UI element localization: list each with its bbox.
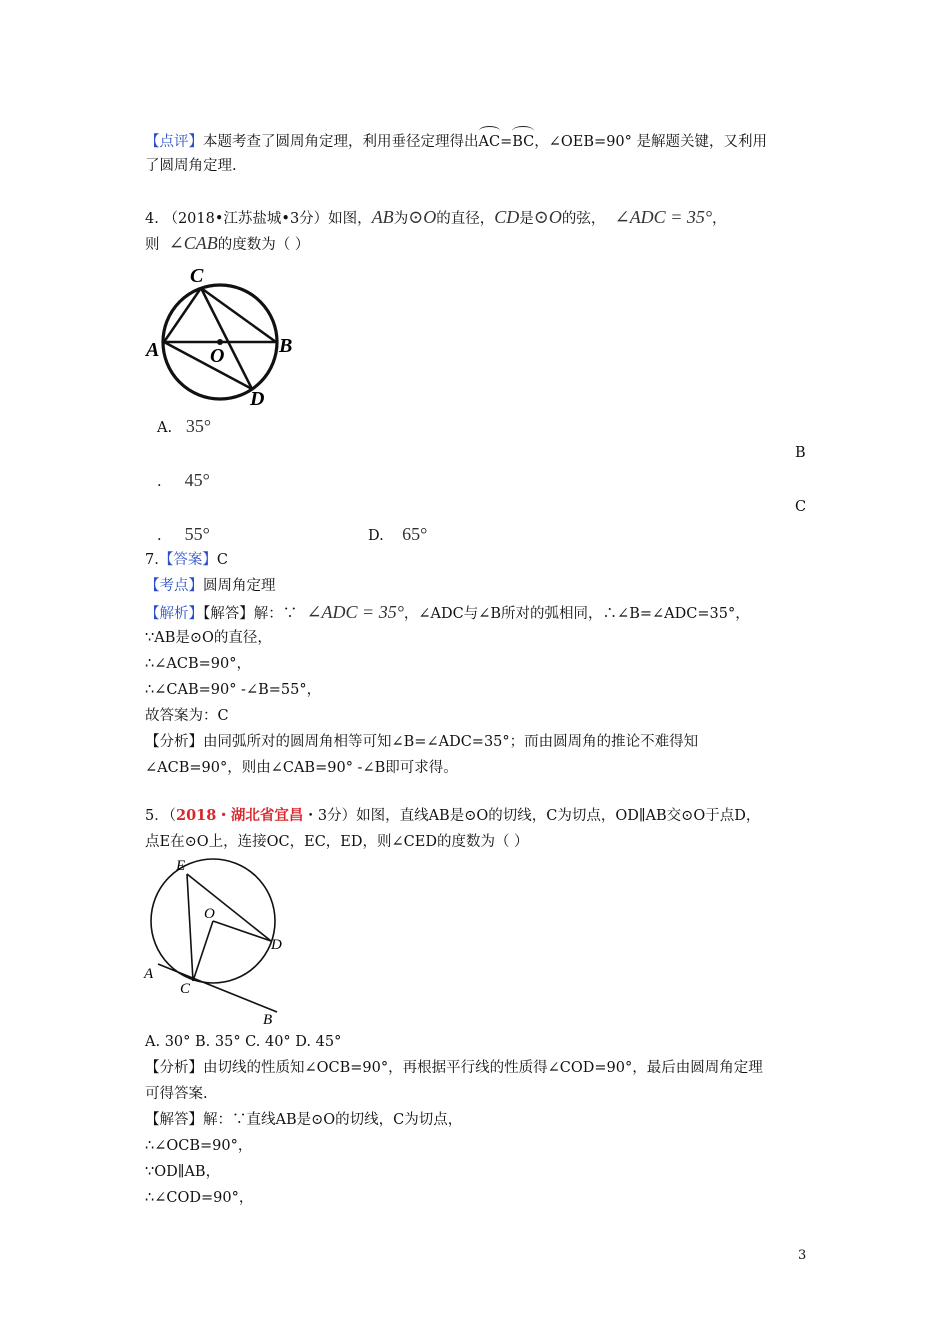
q5-solution-4: ∴∠COD=90°，: [145, 1190, 254, 1206]
q5-segment-oc: [193, 921, 213, 981]
q5-source: 2018・湖北省宜昌: [175, 807, 304, 824]
q4-math-ab: AB: [371, 207, 394, 227]
q4-option-b-value: 45°: [184, 470, 210, 490]
q4-circle-figure: [140, 262, 310, 412]
q5-stem-line-1: [145, 806, 760, 826]
q5-analysis-1: 【分析】由切线的性质知∠OCB=90°，再根据平行线的性质得∠COD=90°，最后由圆周角定理: [145, 1060, 763, 1076]
arc-equals: =: [500, 134, 513, 150]
q4-analysis-2: ∠ACB=90°，则由∠CAB=90° -∠B即可求得。: [145, 760, 458, 776]
q5-label-c: C: [180, 981, 191, 997]
q4-math-circle-1: ⊙O: [408, 207, 437, 227]
q4-stem-prefix: 4. （2018•江苏盐城•3分）如图，: [145, 211, 372, 227]
q4-text-wei: 为: [393, 211, 409, 227]
q5-solution-2: ∴∠OCB=90°，: [145, 1138, 253, 1154]
q4-option-c-dot: .: [157, 528, 162, 544]
q4-text-shi: 是: [519, 211, 534, 227]
q5-tangent-figure: [140, 852, 305, 1030]
q4-math-circle-2: ⊙O: [533, 207, 562, 227]
q5-label-o: O: [204, 906, 215, 922]
q4-option-c-value: 55°: [184, 524, 210, 544]
q4-stem-line-1: [145, 207, 727, 229]
q4-kaodian-value: 圆周角定理: [203, 578, 276, 594]
q4-kaodian-line: [145, 576, 276, 596]
arc-ac: AC: [479, 126, 501, 152]
q4-jiexi-prefix: 【解答】解：∵: [203, 606, 298, 622]
q5-stem-rest: ・3分）如图，直线AB是⊙O的切线，C为切点，OD∥AB交⊙O于点D，: [303, 808, 761, 824]
q4-step-3: ∴∠CAB=90° -∠B=55°，: [145, 682, 322, 698]
q5-label-d: D: [271, 937, 282, 953]
q4-option-c: [157, 524, 210, 546]
q4-kaodian-tag: 【考点】: [145, 578, 203, 594]
q4-text-comma: ，: [712, 211, 727, 227]
q4-line2-prefix: 则: [145, 237, 160, 253]
q4-option-a: [157, 416, 211, 438]
q4-option-d-value: 65°: [402, 524, 428, 544]
q5-analysis-2: 可得答案.: [145, 1086, 208, 1102]
q4-jiexi-tag: 【解析】: [145, 606, 203, 622]
review-line-2: 了圆周角定理.: [145, 158, 237, 174]
q4-answer-prefix: 7.: [145, 552, 159, 568]
q5-tangent-line-ab: [158, 964, 277, 1012]
q4-option-d-label: D.: [368, 528, 384, 544]
q4-stem-line-2: [145, 233, 309, 255]
q5-label-a: A: [144, 966, 154, 982]
q4-step-2: ∴∠ACB=90°，: [145, 656, 251, 672]
q4-answer-tag: 【答案】: [158, 552, 217, 568]
q4-math-adc: ∠ADC = 35°: [614, 207, 713, 227]
q4-label-o: O: [210, 345, 225, 367]
q4-label-d: D: [250, 388, 265, 410]
q4-answer-value: C: [216, 552, 228, 568]
q5-label-b: B: [263, 1012, 273, 1028]
q4-option-b-dot: .: [157, 474, 162, 490]
q4-segment-cd: [201, 288, 252, 389]
arc-bc: BC: [512, 126, 534, 152]
q4-step-1: ∵AB是⊙O的直径，: [145, 630, 272, 646]
q4-jiexi-math: ∠ADC = 35°: [306, 602, 404, 622]
q5-solution-1: 【解答】解：∵直线AB是⊙O的切线，C为切点，: [145, 1112, 463, 1128]
q4-option-b: [157, 470, 210, 492]
review-line-1: [145, 126, 767, 152]
q5-solution-3: ∵OD∥AB，: [145, 1164, 221, 1180]
q4-segment-cb: [201, 288, 276, 342]
q4-text-diameter: 的直径，: [436, 211, 495, 227]
q4-analysis-1: 【分析】由同弧所对的圆周角相等可知∠B=∠ADC=35°；而由圆周角的推论不难得知: [145, 734, 699, 750]
q4-answer-line: [145, 550, 228, 570]
q5-segment-ec: [187, 874, 193, 981]
review-text-b: ，∠OEB=90° 是解题关键，又利用: [534, 134, 768, 150]
q4-line2-suffix: 的度数为（ ）: [217, 237, 310, 253]
q4-math-cab: ∠CAB: [168, 233, 218, 253]
q4-label-c: C: [190, 265, 204, 287]
q5-segment-od: [213, 921, 271, 941]
q5-label-e: E: [176, 858, 186, 874]
q4-math-cd: CD: [494, 207, 520, 227]
q4-step-4: 故答案为：C: [145, 708, 229, 724]
page-number: 3: [798, 1248, 807, 1263]
q4-jiexi-line: [145, 602, 750, 624]
q5-options: A. 30° B. 35° C. 40° D. 45°: [145, 1034, 342, 1050]
q4-option-d: [368, 524, 427, 546]
q5-number: 5．（: [145, 808, 176, 824]
review-text-a: 本题考查了圆周角定理，利用垂径定理得出: [203, 134, 479, 150]
q4-option-b-label: B: [795, 445, 806, 461]
review-tag: 【点评】: [145, 134, 203, 150]
q5-segment-ed: [187, 874, 271, 941]
q4-option-a-label: A.: [157, 420, 173, 436]
q4-text-chord: 的弦，: [561, 211, 606, 227]
q4-label-a: A: [146, 339, 160, 361]
q5-stem-line-2: 点E在⊙O上，连接OC，EC，ED，则∠CED的度数为（ ）: [145, 834, 529, 850]
q4-option-c-label: C: [795, 499, 807, 515]
q4-label-b: B: [279, 335, 293, 357]
q4-option-a-value: 35°: [185, 416, 212, 436]
q4-jiexi-suffix: ，∠ADC与∠B所对的弧相同，∴∠B=∠ADC=35°，: [403, 606, 750, 622]
